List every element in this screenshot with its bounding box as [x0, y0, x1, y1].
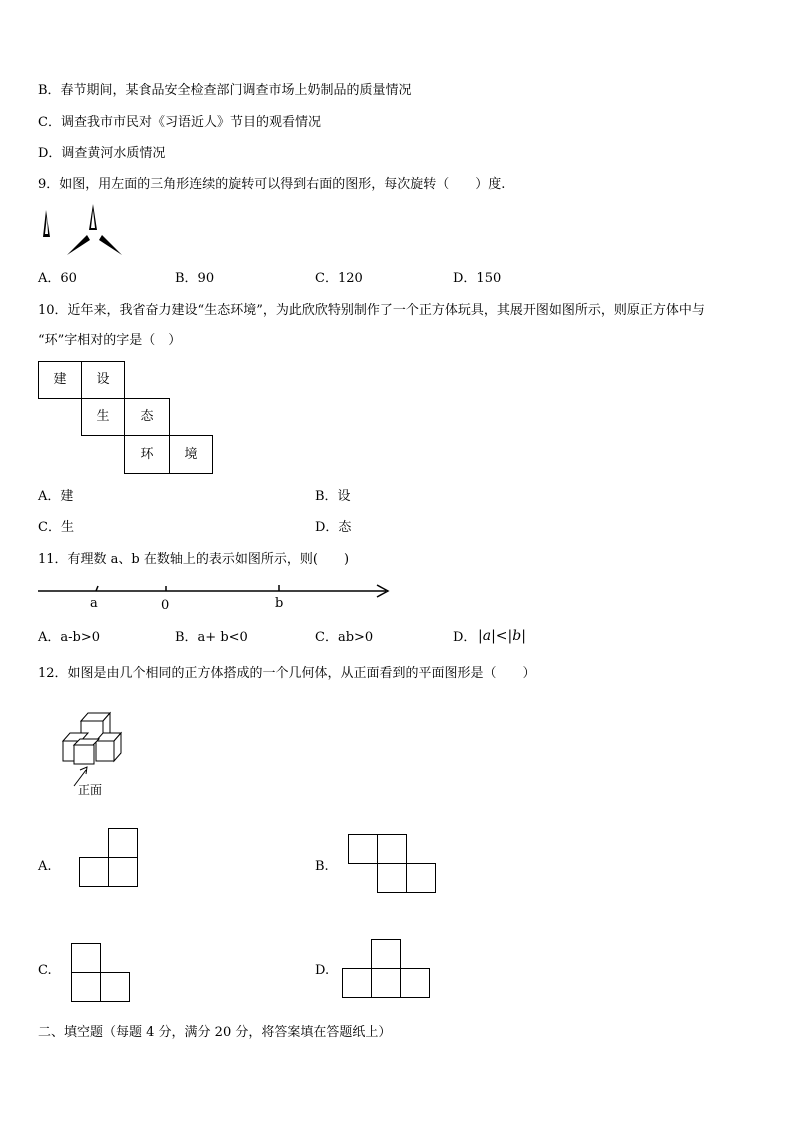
square — [406, 863, 436, 893]
square — [100, 972, 130, 1002]
q10-stem-line2: “环”字相对的字是（ ） — [38, 333, 182, 348]
q11-option-d-math: |a|<|b| — [478, 628, 526, 644]
square — [71, 972, 101, 1002]
net-cell-2: 设 — [81, 361, 125, 399]
square — [342, 968, 372, 998]
net-cell-3: 生 — [81, 398, 125, 436]
q9-option-c: C．120 — [315, 271, 363, 286]
q11-option-a: A．a-b>0 — [38, 630, 101, 645]
q12-option-a-label: A. — [38, 859, 52, 874]
q12-option-c-label: C. — [38, 963, 52, 978]
q8-option-b: B．春节期间，某食品安全检查部门调查市场上奶制品的质量情况 — [38, 83, 412, 98]
front-label: 正面 — [78, 783, 103, 797]
q8-option-c: C．调查我市市民对《习语近人》节目的观看情况 — [38, 115, 321, 130]
square — [377, 863, 407, 893]
square — [371, 968, 401, 998]
q10-stem-line1: 10．近年来，我省奋力建设“生态环境”，为此欣欣特别制作了一个正方体玩具，其展开图如图所示，则原正方体中与 — [38, 303, 705, 318]
axis-label-zero: 0 — [161, 598, 170, 613]
section-heading: 二、填空题（每题 4 分，满分 20 分，将答案填在答题纸上） — [38, 1025, 392, 1040]
net-cell-6: 境 — [169, 435, 213, 474]
q9-option-d: D．150 — [453, 271, 502, 286]
q10-option-a: A．建 — [38, 489, 74, 504]
q12-option-b-label: B. — [315, 859, 329, 874]
q11-stem: 11．有理数 a、b 在数轴上的表示如图所示，则( ) — [38, 552, 350, 567]
square — [348, 834, 378, 864]
q11-option-d: D． — [453, 630, 477, 645]
axis-label-a: a — [90, 596, 98, 611]
q9-option-b: B．90 — [175, 271, 215, 286]
square — [377, 834, 407, 864]
q8-option-d: D．调查黄河水质情况 — [38, 146, 166, 161]
q10-option-c: C．生 — [38, 520, 74, 535]
net-cell-4: 态 — [124, 398, 170, 436]
square — [108, 828, 138, 858]
q9-option-a: A．60 — [38, 271, 77, 286]
q11-option-c: C．ab>0 — [315, 630, 374, 645]
q12-option-d-label: D. — [315, 963, 330, 978]
q10-option-b: B．设 — [315, 489, 351, 504]
q10-option-d: D．态 — [315, 520, 352, 535]
square — [79, 857, 109, 887]
square — [108, 857, 138, 887]
square — [371, 939, 401, 969]
axis-label-b: b — [275, 596, 284, 611]
square — [400, 968, 430, 998]
square — [71, 943, 101, 973]
net-cell-5: 环 — [124, 435, 170, 474]
q12-stem: 12．如图是由几个相同的正方体搭成的一个几何体，从正面看到的平面图形是（ ） — [38, 666, 536, 681]
q9-stem: 9．如图，用左面的三角形连续的旋转可以得到右面的图形，每次旋转（ ）度. — [38, 177, 506, 192]
net-cell-1: 建 — [38, 361, 82, 399]
q11-option-b: B．a+ b<0 — [175, 630, 248, 645]
